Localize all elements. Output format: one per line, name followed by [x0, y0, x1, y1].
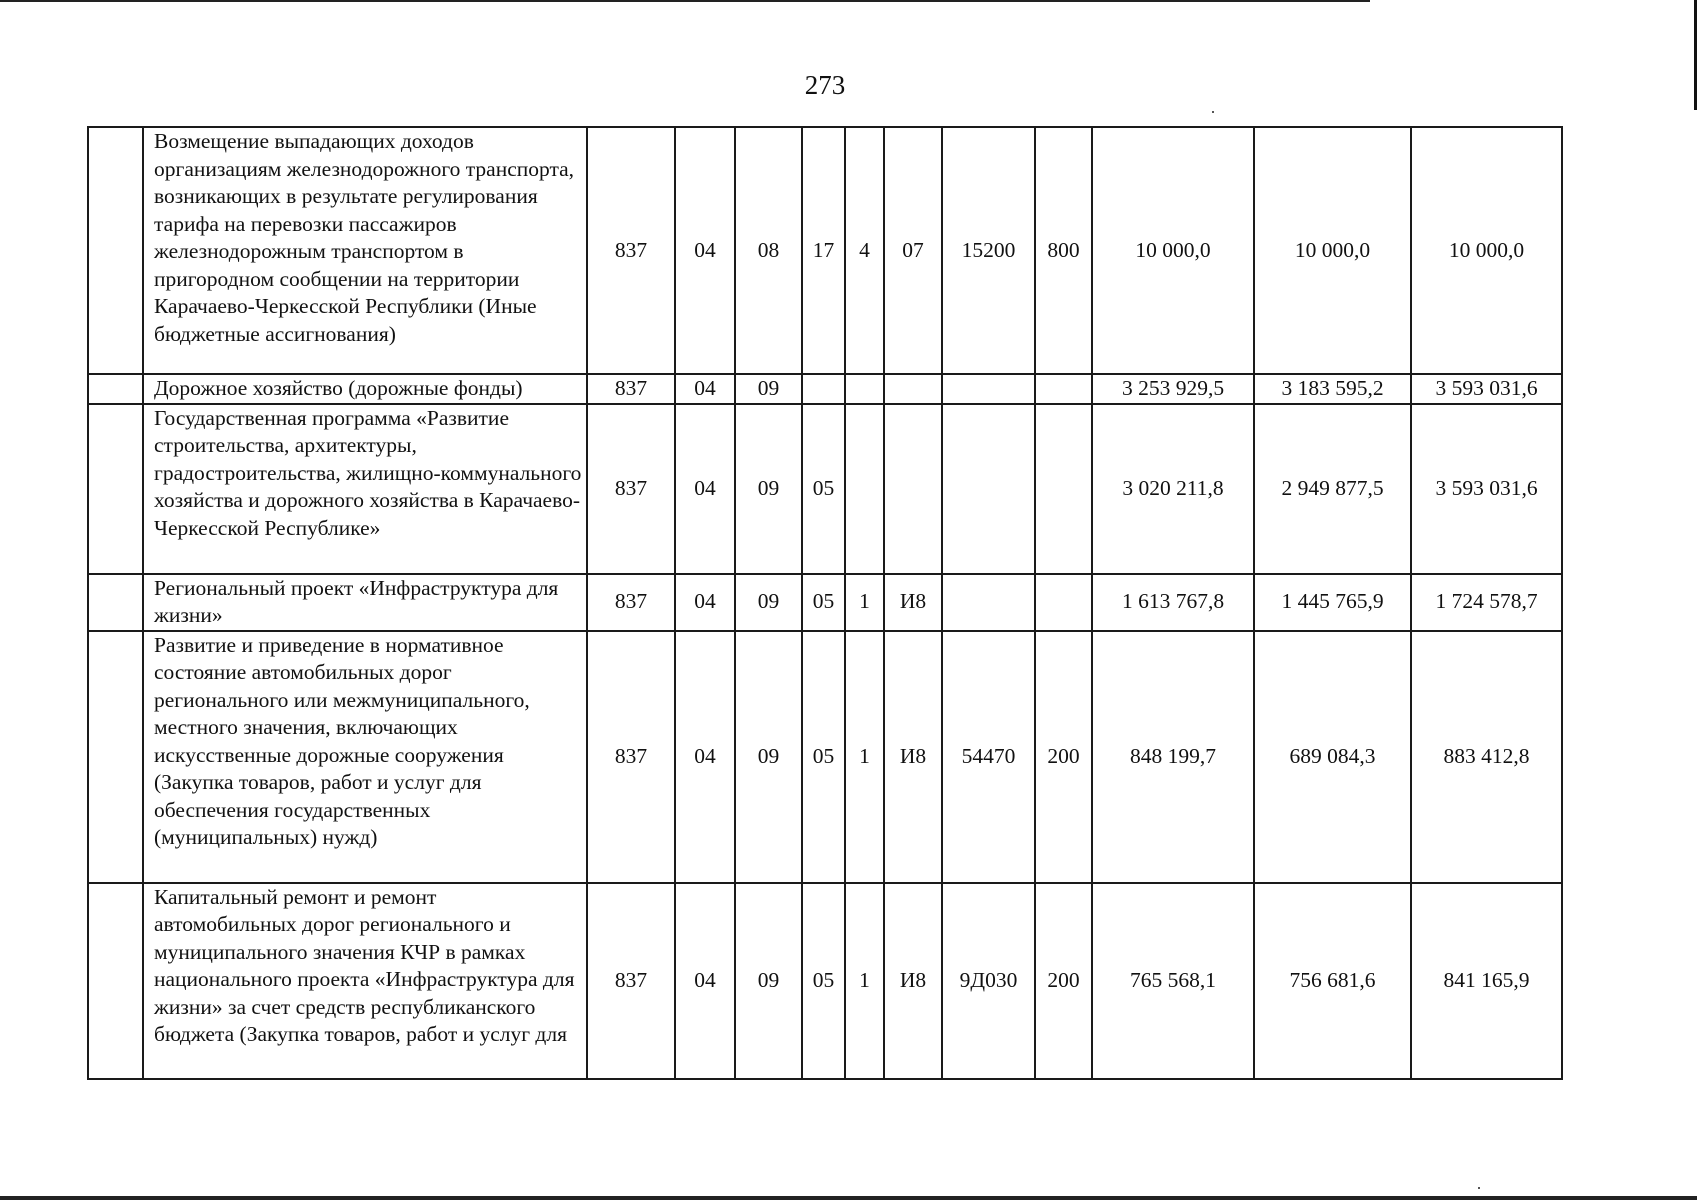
ved-cell: 837: [587, 374, 675, 404]
budget-table: [87, 126, 1563, 1080]
csr-type-cell: 1: [845, 631, 884, 883]
year2-amount-cell: 2 949 877,5: [1254, 404, 1411, 574]
row-index-cell: [88, 883, 143, 1079]
scan-border-bottom: [0, 1196, 1697, 1200]
year3-amount-cell: 841 165,9: [1411, 883, 1562, 1079]
csr-type-cell: 1: [845, 883, 884, 1079]
csr-direction-cell: 54470: [942, 631, 1035, 883]
year1-amount-cell: 848 199,7: [1092, 631, 1254, 883]
pr-cell: 08: [735, 127, 802, 374]
scan-speck: [1212, 111, 1214, 113]
csr-type-cell: [845, 374, 884, 404]
row-index-cell: [88, 631, 143, 883]
csr-project-cell: И8: [884, 883, 942, 1079]
csr-project-cell: [884, 374, 942, 404]
pr-cell: 09: [735, 374, 802, 404]
table-row: [88, 574, 1562, 631]
ved-cell: 837: [587, 404, 675, 574]
csr-program-cell: [802, 374, 845, 404]
csr-type-cell: 1: [845, 574, 884, 631]
vr-cell: [1035, 404, 1092, 574]
row-name-cell: Капитальный ремонт и ремонт автомобильных дорог регионального и муниципального значения КЧР в рамках национального проекта «Инфраструктура для жизни» за счет средств республиканского бюджета (Закупка товаров, работ и услуг для: [143, 883, 587, 1079]
row-index-cell: [88, 404, 143, 574]
row-index-cell: [88, 574, 143, 631]
vr-cell: 200: [1035, 631, 1092, 883]
vr-cell: 200: [1035, 883, 1092, 1079]
scan-border-top: [0, 0, 1370, 2]
year3-amount-cell: 10 000,0: [1411, 127, 1562, 374]
csr-direction-cell: [942, 374, 1035, 404]
csr-direction-cell: [942, 404, 1035, 574]
ved-cell: 837: [587, 883, 675, 1079]
year1-amount-cell: 3 020 211,8: [1092, 404, 1254, 574]
year2-amount-cell: 1 445 765,9: [1254, 574, 1411, 631]
csr-direction-cell: [942, 574, 1035, 631]
rz-cell: 04: [675, 631, 735, 883]
pr-cell: 09: [735, 574, 802, 631]
pr-cell: 09: [735, 631, 802, 883]
pr-cell: 09: [735, 883, 802, 1079]
year3-amount-cell: 3 593 031,6: [1411, 374, 1562, 404]
vr-cell: 800: [1035, 127, 1092, 374]
csr-project-cell: И8: [884, 631, 942, 883]
ved-cell: 837: [587, 127, 675, 374]
table-row: [88, 374, 1562, 404]
row-name-cell: Государственная программа «Развитие строительства, архитектуры, градостроительства, жилищно-коммунального хозяйства и дорожного хозяйства в Карачаево-Черкесской Республике»: [143, 404, 587, 574]
rz-cell: 04: [675, 404, 735, 574]
year1-amount-cell: 765 568,1: [1092, 883, 1254, 1079]
year3-amount-cell: 883 412,8: [1411, 631, 1562, 883]
rz-cell: 04: [675, 574, 735, 631]
vr-cell: [1035, 374, 1092, 404]
csr-direction-cell: 9Д030: [942, 883, 1035, 1079]
csr-type-cell: [845, 404, 884, 574]
year2-amount-cell: 3 183 595,2: [1254, 374, 1411, 404]
ved-cell: 837: [587, 574, 675, 631]
csr-program-cell: 05: [802, 404, 845, 574]
year1-amount-cell: 3 253 929,5: [1092, 374, 1254, 404]
rz-cell: 04: [675, 127, 735, 374]
scan-speck: [1478, 1187, 1480, 1189]
table-row: [88, 631, 1562, 883]
pr-cell: 09: [735, 404, 802, 574]
row-name-cell: Региональный проект «Инфраструктура для жизни»: [143, 574, 587, 631]
csr-project-cell: И8: [884, 574, 942, 631]
vr-cell: [1035, 574, 1092, 631]
table-row: [88, 127, 1562, 374]
table-row: [88, 883, 1562, 1079]
row-name-cell: Возмещение выпадающих доходов организациям железнодорожного транспорта, возникающих в результате регулирования тарифа на перевозки пассажиров железнодорожным транспортом в пригородном сообщении на территории Карачаево-Черкесской Республики (Иные бюджетные ассигнования): [143, 127, 587, 374]
year3-amount-cell: 1 724 578,7: [1411, 574, 1562, 631]
csr-program-cell: 05: [802, 883, 845, 1079]
year3-amount-cell: 3 593 031,6: [1411, 404, 1562, 574]
csr-project-cell: [884, 404, 942, 574]
year2-amount-cell: 689 084,3: [1254, 631, 1411, 883]
csr-type-cell: 4: [845, 127, 884, 374]
rz-cell: 04: [675, 883, 735, 1079]
row-name-cell: Дорожное хозяйство (дорожные фонды): [143, 374, 587, 404]
year1-amount-cell: 1 613 767,8: [1092, 574, 1254, 631]
row-index-cell: [88, 127, 143, 374]
year2-amount-cell: 10 000,0: [1254, 127, 1411, 374]
row-name-cell: Развитие и приведение в нормативное состояние автомобильных дорог регионального или межмуниципального, местного значения, включающих искусственные дорожные сооружения (Закупка товаров, работ и услуг для обеспечения государственных (муниципальных) нужд): [143, 631, 587, 883]
csr-program-cell: 05: [802, 631, 845, 883]
year2-amount-cell: 756 681,6: [1254, 883, 1411, 1079]
csr-program-cell: 17: [802, 127, 845, 374]
ved-cell: 837: [587, 631, 675, 883]
csr-program-cell: 05: [802, 574, 845, 631]
csr-direction-cell: 15200: [942, 127, 1035, 374]
page-number: 273: [804, 70, 846, 100]
rz-cell: 04: [675, 374, 735, 404]
year1-amount-cell: 10 000,0: [1092, 127, 1254, 374]
row-index-cell: [88, 374, 143, 404]
table-row: [88, 404, 1562, 574]
csr-project-cell: 07: [884, 127, 942, 374]
